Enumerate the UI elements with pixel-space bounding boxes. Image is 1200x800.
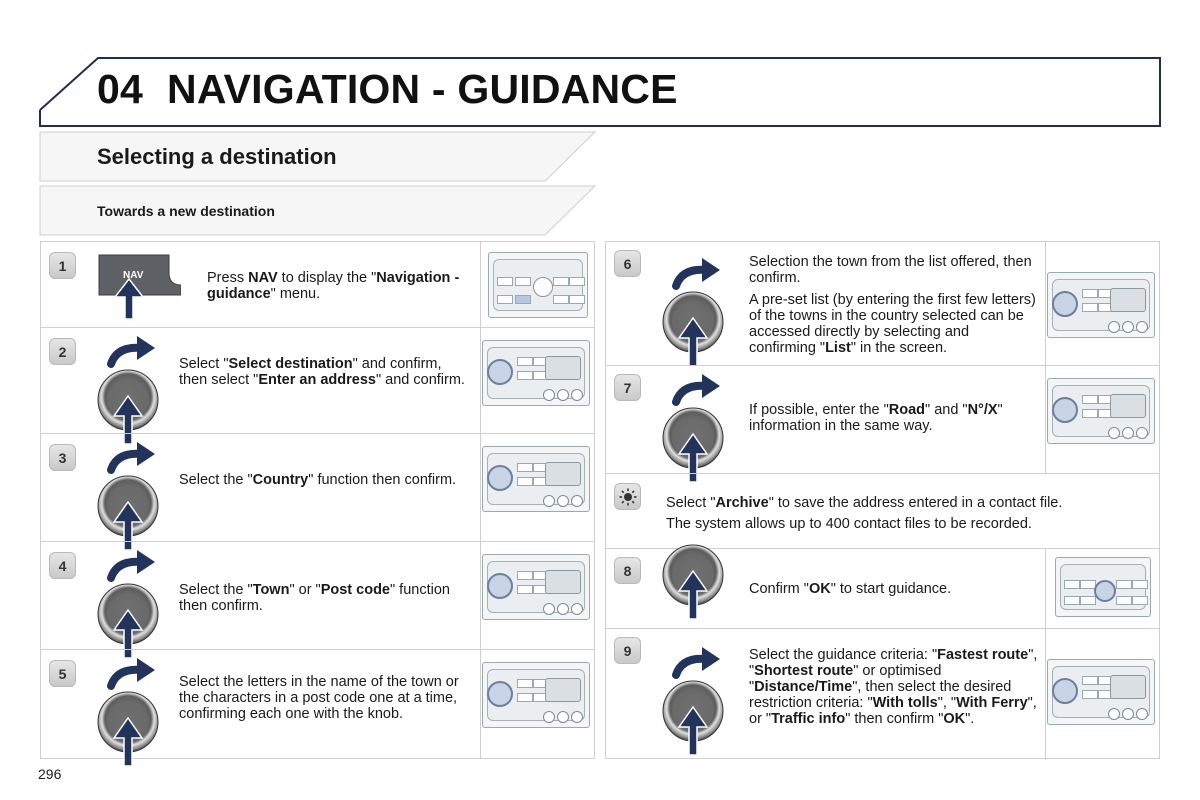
radio-unit-thumbnail xyxy=(482,446,590,512)
right-steps-panel xyxy=(605,241,1160,759)
step-row-4 xyxy=(41,541,594,649)
step-text-run: Selection the town from the list offered, then confirm. xyxy=(749,254,1032,286)
step-row-8 xyxy=(606,548,1159,628)
step-number-badge: 4 xyxy=(49,552,76,579)
step-text-run: " function then confirm. xyxy=(179,582,450,614)
step-row-6 xyxy=(606,242,1159,365)
radio-unit-thumbnail xyxy=(482,662,590,728)
step-row-5 xyxy=(41,649,594,760)
step-text-emphasis: OK xyxy=(808,581,831,597)
step-text-run: Confirm " xyxy=(749,581,809,597)
step-text-emphasis: Archive xyxy=(715,495,769,511)
rotary-knob-icon xyxy=(97,442,167,552)
step-row-3 xyxy=(41,433,594,541)
radio-unit-thumbnail xyxy=(482,554,590,620)
radio-unit-thumbnail xyxy=(1047,659,1155,725)
nav-button-icon xyxy=(95,253,181,323)
step-text-emphasis: Road xyxy=(888,402,926,418)
step-text-emphasis: Town xyxy=(252,582,290,598)
rotary-knob-icon xyxy=(662,647,732,757)
step-text-run: " to start guidance. xyxy=(830,581,952,597)
subsection-title: Towards a new destination xyxy=(97,203,275,219)
tip-text xyxy=(666,493,1146,535)
step-text-emphasis: NAV xyxy=(248,270,278,286)
step-text xyxy=(179,356,469,388)
step-text-emphasis: Distance/Time xyxy=(754,679,853,695)
page-number: 296 xyxy=(38,766,62,782)
sun-tip-icon xyxy=(614,483,641,510)
step-text-emphasis: Post code xyxy=(320,582,390,598)
step-text-run: Press xyxy=(207,270,249,286)
step-text-run: A pre-set list (by entering the first few letters) of the towns in the country selected can be accessed directly by selecting and confirming " xyxy=(749,292,1036,356)
step-number-badge: 6 xyxy=(614,250,641,277)
step-number-badge: 9 xyxy=(614,637,641,664)
rotary-knob-icon xyxy=(662,511,732,621)
radio-unit-thumbnail xyxy=(488,252,588,318)
step-row-1 xyxy=(41,242,594,327)
rotary-knob-icon xyxy=(662,374,732,484)
step-text-run: " in the screen. xyxy=(850,340,948,356)
step-number-badge: 8 xyxy=(614,557,641,584)
step-text-run: Select the letters in the name of the town or the characters in a post code one at a time, confirming each one with the knob. xyxy=(179,674,459,722)
step-text-run: The system allows up to 400 contact files to be recorded. xyxy=(666,516,1032,532)
step-number-badge: 3 xyxy=(49,444,76,471)
step-text-run: If possible, enter the " xyxy=(749,402,889,418)
step-text-run: " and confirm. xyxy=(375,372,465,388)
step-row-2 xyxy=(41,327,594,433)
step-text-run: " or " xyxy=(289,582,321,598)
radio-unit-thumbnail xyxy=(482,340,590,406)
rotary-knob-icon xyxy=(97,658,167,768)
step-text-run: to display the " xyxy=(277,270,377,286)
step-text-run: ". xyxy=(965,711,975,727)
step-text-run: " then confirm " xyxy=(845,711,944,727)
chapter-number: 04 xyxy=(97,66,144,112)
radio-unit-thumbnail xyxy=(1047,272,1155,338)
left-steps-panel xyxy=(40,241,595,759)
step-text-run: ", or " xyxy=(749,695,1037,727)
step-text xyxy=(749,254,1039,356)
step-text xyxy=(179,582,469,614)
step-text-emphasis: Country xyxy=(252,472,309,488)
step-text-emphasis: N°/X xyxy=(967,402,998,418)
rotary-knob-icon xyxy=(662,258,732,368)
step-text-emphasis: Enter an address xyxy=(258,372,376,388)
section-title: Selecting a destination xyxy=(97,144,337,169)
nav-button-label: NAV xyxy=(123,270,144,281)
step-row-7 xyxy=(606,365,1159,473)
step-text-emphasis: OK xyxy=(943,711,966,727)
step-text xyxy=(749,647,1041,727)
step-text-run: " function then confirm. xyxy=(308,472,457,488)
step-text-run: Select the " xyxy=(179,472,253,488)
step-text xyxy=(207,270,467,302)
section-banners xyxy=(0,0,600,240)
step-text-run: Select " xyxy=(179,356,229,372)
step-text-emphasis: With Ferry xyxy=(956,695,1028,711)
step-text xyxy=(749,402,1039,434)
radio-unit-thumbnail xyxy=(1055,557,1151,617)
step-text-run: " and " xyxy=(925,402,968,418)
radio-unit-thumbnail xyxy=(1047,378,1155,444)
step-text-run: Select " xyxy=(666,495,716,511)
step-text-run: " information in the same way. xyxy=(749,402,1003,434)
step-number-badge: 1 xyxy=(49,252,76,279)
step-text-run: " to save the address entered in a contact file. xyxy=(768,495,1063,511)
step-text-run: ", " xyxy=(749,647,1038,679)
step-text-emphasis: Fastest route xyxy=(937,647,1029,663)
step-text-run: Select the " xyxy=(179,582,253,598)
step-text-run: " or optimised " xyxy=(749,663,942,695)
step-text-run: " menu. xyxy=(270,286,321,302)
step-number-badge: 5 xyxy=(49,660,76,687)
step-text-emphasis: Select destination xyxy=(228,356,353,372)
chapter-title: NAVIGATION - GUIDANCE xyxy=(167,66,678,112)
step-row-9 xyxy=(606,628,1159,760)
step-text-run: Select the guidance criteria: " xyxy=(749,647,938,663)
rotary-knob-icon xyxy=(97,550,167,660)
step-number-badge: 7 xyxy=(614,374,641,401)
step-text-run: " and confirm, then select " xyxy=(179,356,442,388)
step-text xyxy=(179,472,469,488)
step-text-emphasis: Shortest route xyxy=(754,663,854,679)
step-text-emphasis: With tolls xyxy=(872,695,938,711)
step-text xyxy=(179,674,469,722)
step-text-run: ", then select the desired restriction criteria: " xyxy=(749,679,1012,711)
step-text-emphasis: Traffic info xyxy=(771,711,846,727)
step-text-run: ", " xyxy=(937,695,957,711)
step-text-emphasis: Navigation - guidance xyxy=(207,270,460,302)
step-text xyxy=(749,581,1039,597)
step-number-badge: 2 xyxy=(49,338,76,365)
step-text-emphasis: List xyxy=(825,340,851,356)
rotary-knob-icon xyxy=(97,336,167,446)
